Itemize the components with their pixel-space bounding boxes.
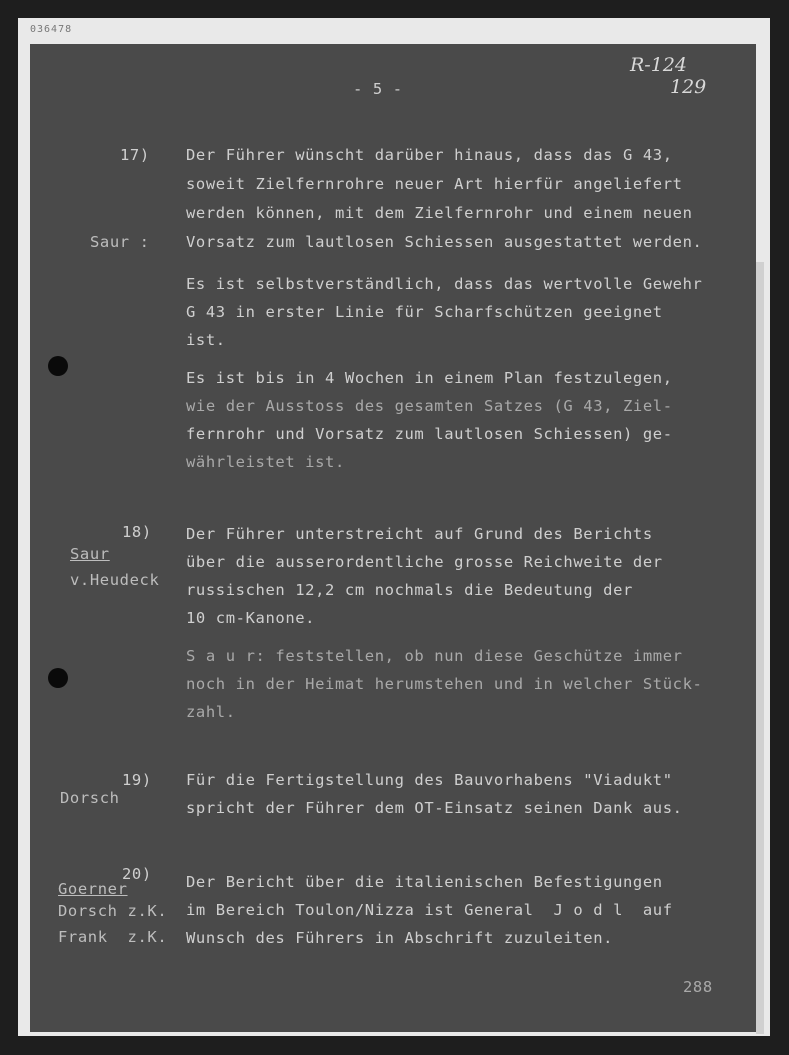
text-line: Wunsch des Führers in Abschrift zuzuleiten. [186, 929, 614, 947]
text-line: fernrohr und Vorsatz zum lautlosen Schiessen) ge- [186, 425, 673, 443]
punch-hole [48, 668, 68, 688]
text-line: 10 cm-Kanone. [186, 609, 316, 627]
text-line: soweit Zielfernrohre neuer Art hierfür angeliefert [186, 175, 683, 193]
archive-mark: 036478 [30, 24, 73, 35]
text-line: zahl. [186, 703, 236, 721]
text-line: ist. [186, 331, 226, 349]
item-number: 17) [120, 146, 150, 164]
side-note: Saur [70, 545, 110, 563]
text-line: Vorsatz zum lautlosen Schiessen ausgestattet werden. [186, 233, 703, 251]
text-line: über die ausserordentliche grosse Reichweite der [186, 553, 663, 571]
text-line: im Bereich Toulon/Nizza ist General J o d l auf [186, 901, 673, 919]
handwritten-ref-line2: 129 [670, 76, 707, 98]
text-line: S a u r: feststellen, ob nun diese Geschütze immer [186, 647, 683, 665]
text-line: wie der Ausstoss des gesamten Satzes (G 43, Ziel- [186, 397, 673, 415]
item-number: 18) [122, 523, 152, 541]
text-line: G 43 in erster Linie für Scharfschützen geeignet [186, 303, 663, 321]
text-line: währleistet ist. [186, 453, 345, 471]
text-line: Der Führer wünscht darüber hinaus, dass das G 43, [186, 146, 673, 164]
side-note: Dorsch z.K. [58, 902, 168, 920]
item-number: 20) [122, 865, 152, 883]
page-edge-strip [756, 262, 764, 1034]
text-line: Der Bericht über die italienischen Befestigungen [186, 873, 663, 891]
handwritten-ref-line1: R-124 [630, 54, 687, 76]
text-line: spricht der Führer dem OT-Einsatz seinen Dank aus. [186, 799, 683, 817]
text-line: russischen 12,2 cm nochmals die Bedeutung der [186, 581, 633, 599]
side-note: Saur : [90, 233, 150, 251]
side-note: v.Heudeck [70, 571, 160, 589]
item-number: 19) [122, 771, 152, 789]
footer-number: 288 [683, 978, 713, 996]
text-line: Für die Fertigstellung des Bauvorhabens "Viadukt" [186, 771, 673, 789]
text-line: Es ist bis in 4 Wochen in einem Plan festzulegen, [186, 369, 673, 387]
punch-hole [48, 356, 68, 376]
text-line: Der Führer unterstreicht auf Grund des Berichts [186, 525, 653, 543]
page-number: - 5 - [353, 80, 403, 98]
text-line: noch in der Heimat herumstehen und in welcher Stück- [186, 675, 703, 693]
text-line: werden können, mit dem Zielfernrohr und einem neuen [186, 204, 693, 222]
side-note: Dorsch [60, 789, 120, 807]
side-note: Frank z.K. [58, 928, 168, 946]
text-line: Es ist selbstverständlich, dass das wertvolle Gewehr [186, 275, 703, 293]
side-note: Goerner [58, 880, 128, 898]
